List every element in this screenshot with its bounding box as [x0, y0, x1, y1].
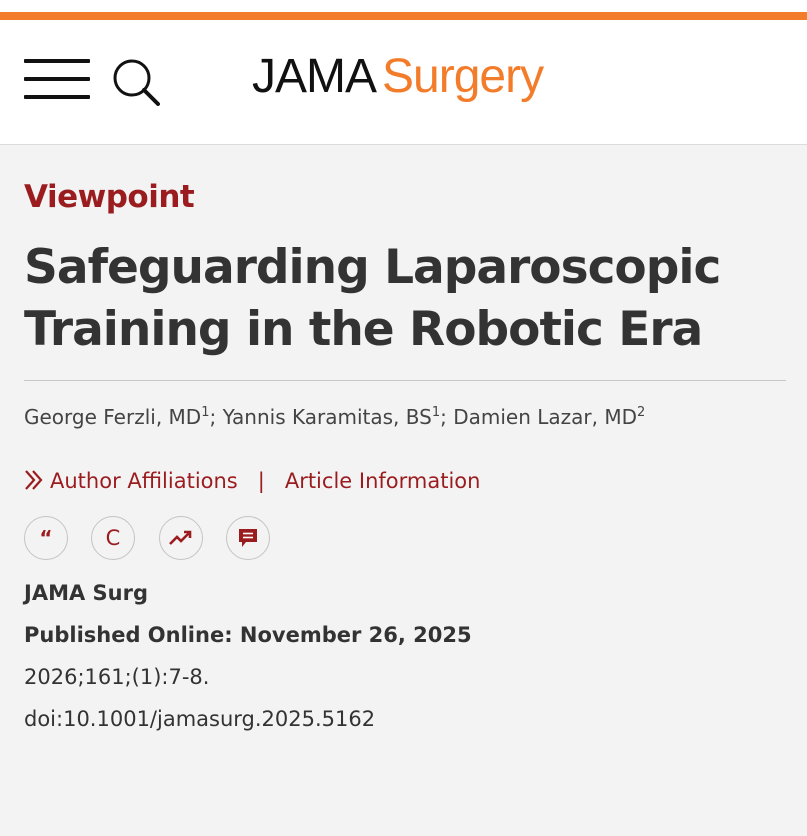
publication-info	[24, 572, 472, 740]
link-separator: |	[257, 469, 265, 493]
article-title: Safeguarding Laparoscopic Training in the Robotic Era	[24, 240, 721, 357]
author-affiliation-number: 2	[637, 405, 646, 420]
search-icon[interactable]	[112, 58, 162, 108]
journal-logo[interactable]	[252, 48, 543, 106]
author-name[interactable]: George Ferzli, MD	[24, 405, 202, 429]
article-information-link[interactable]: Article Information	[284, 469, 481, 493]
comment-icon[interactable]	[226, 516, 270, 560]
author-name[interactable]: Damien Lazar, MD	[453, 405, 637, 429]
metrics-trend-icon[interactable]	[159, 516, 203, 560]
accent-bar	[0, 12, 807, 20]
journal-name: JAMA Surg	[24, 581, 148, 605]
top-strip	[0, 0, 807, 12]
doi[interactable]: doi:10.1001/jamasurg.2025.5162	[24, 707, 376, 731]
citation: 2026;161;(1):7-8.	[24, 665, 210, 689]
hamburger-menu-icon[interactable]	[24, 59, 90, 99]
author-affiliation-number: 1	[201, 405, 210, 420]
double-chevron-right-icon	[24, 468, 44, 500]
copyright-icon[interactable]	[91, 516, 135, 560]
article-category: Viewpoint	[24, 179, 195, 215]
svg-text:C: C	[105, 526, 121, 550]
divider	[24, 380, 786, 381]
svg-text:“: “	[39, 528, 53, 548]
published-date: Published Online: November 26, 2025	[24, 623, 472, 647]
cite-quote-icon[interactable]	[24, 516, 68, 560]
site-header	[0, 20, 807, 145]
author-affiliations-link[interactable]	[24, 469, 238, 493]
author-name[interactable]: Yannis Karamitas, BS	[222, 405, 432, 429]
author-list: George Ferzli, $MD^1$; Yannis Karamitas, $BS^1$; Damien Lazar, $MD^2$	[24, 405, 646, 429]
logo-brand: JAMA	[252, 50, 377, 103]
author-affiliations-label: Author Affiliations	[50, 469, 238, 493]
article-links	[24, 465, 480, 500]
logo-journal: Surgery	[382, 50, 544, 103]
author-affiliation-number: 1	[431, 405, 441, 420]
